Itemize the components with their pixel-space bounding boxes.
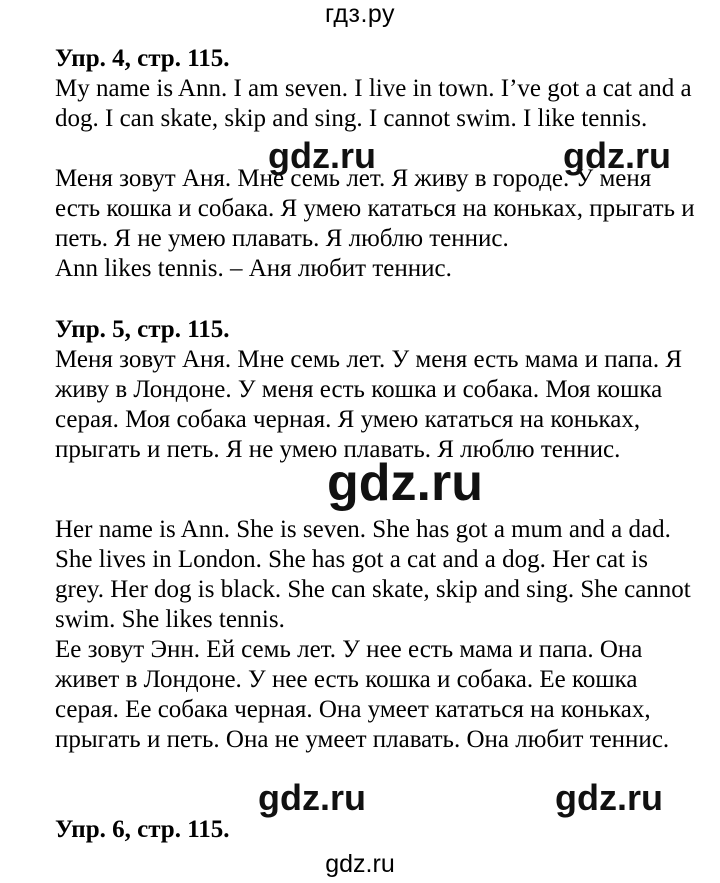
watermark: gdz.ru — [555, 777, 663, 818]
site-header: гдз.ру — [324, 0, 396, 28]
exercise-5-heading: Упр. 5, стр. 115. — [55, 316, 230, 343]
watermark: gdz.ru — [327, 454, 483, 512]
exercise-4-russian-text: Меня зовут Аня. Мне семь лет. Я живу в городе. У меня есть кошка и собака. Я умею кататься на коньках, прыгать и петь. Я не умею плавать. Я люблю теннис. — [55, 165, 695, 252]
exercise-4-heading: Упр. 4, стр. 115. — [55, 45, 230, 72]
watermark: gdz.ru — [563, 135, 671, 176]
exercise-4-english-text: My name is Ann. I am seven. I live in town. I’ve got a cat and a dog. I can skate, skip and sing. I cannot swim. I like tennis. — [55, 75, 692, 132]
site-footer: gdz.ru — [325, 850, 395, 878]
exercise-5-english-text: Her name is Ann. She is seven. She has got a mum and a dad. She lives in London. She has got a cat and a dog. Her cat is grey. Her dog is black. She can skate, skip and sing. She cannot swim. She likes tennis. — [55, 516, 691, 633]
exercise-5-russian-text: Меня зовут Аня. Мне семь лет. У меня есть мама и папа. Я живу в Лондоне. У меня есть кошка и собака. Моя кошка серая. Моя собака черная. Я умею кататься на коньках, прыгать и петь. Я не умею плавать. Я люблю теннис. — [55, 346, 683, 463]
exercise-6-heading: Упр. 6, стр. 115. — [55, 816, 230, 843]
watermark: gdz.ru — [258, 777, 366, 818]
watermark: gdz.ru — [268, 135, 376, 176]
exercise-5-russian-translation: Ее зовут Энн. Ей семь лет. У нее есть мама и папа. Она живет в Лондоне. У нее есть кошка и собака. Ее кошка серая. Ее собака черная. Она умеет кататься на коньках, прыгать и петь. Она не умеет плавать. Она любит теннис. — [55, 636, 670, 753]
exercise-4-answer-text: Ann likes tennis. – Аня любит теннис. — [55, 255, 452, 282]
